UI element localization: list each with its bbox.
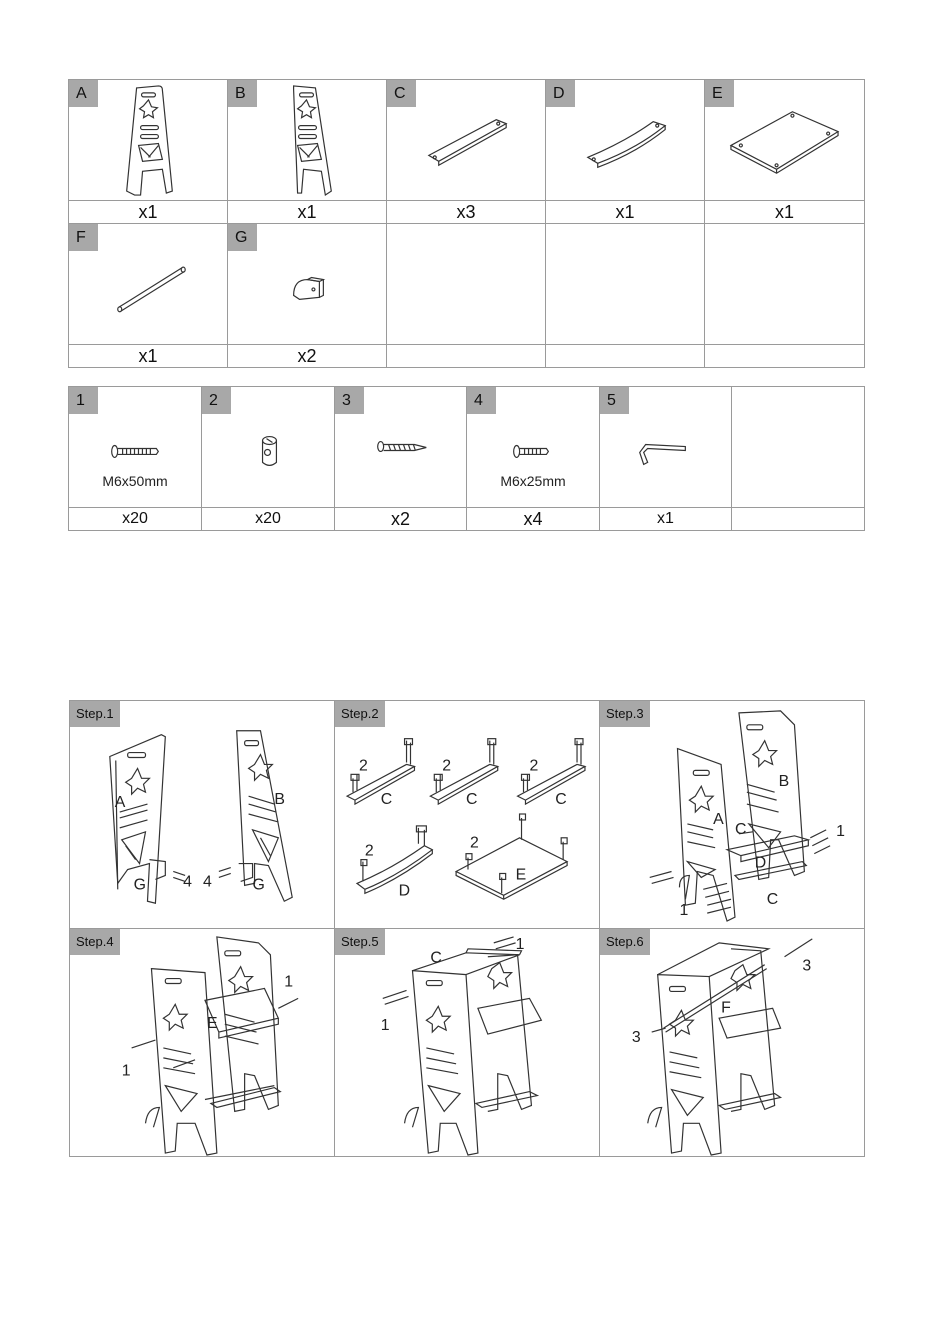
board-c-drawing [735,862,806,880]
part-letter: E [705,80,734,107]
step-label: F [721,999,731,1017]
step-6-panel [599,928,865,1157]
assembly-steps [69,700,865,1157]
part-qty: x1 [69,201,228,224]
hardware-table [68,386,865,531]
parts-table [68,79,865,368]
part-cell-a [69,80,228,201]
hardware-cell-4 [467,387,600,508]
empty-cell [732,508,865,531]
step-label: 1 [284,973,294,991]
step-label: G [252,876,265,894]
step-label: 2 [364,842,374,860]
hardware-cell-5 [600,387,732,508]
part-cell-g [228,224,387,345]
part-cell-b [228,80,387,201]
hardware-qty: x4 [467,508,600,531]
empty-cell [387,224,546,345]
part-cell-f [69,224,228,345]
step-label: 4 [202,873,212,891]
part-qty: x1 [228,201,387,224]
step-label: E [206,1015,218,1033]
hardware-spec: M6x50mm [102,473,168,489]
step-label: 1 [380,1017,390,1035]
step-2-diagram [335,701,599,928]
hardware-number: 3 [335,387,364,414]
part-letter: D [546,80,575,107]
hardware-number: 4 [467,387,496,414]
empty-cell [705,224,865,345]
part-letter: C [387,80,416,107]
step-3-diagram [600,701,864,928]
step-2-panel [334,700,600,929]
step-4-panel [69,928,335,1157]
curved-board-icon [546,80,704,200]
wood-screw-icon [335,387,466,507]
hardware-number: 1 [69,387,98,414]
step-label: 2 [529,757,539,775]
step-label: 2 [469,834,479,852]
step-label: 1 [121,1062,131,1080]
step-3-panel [599,700,865,929]
step-label: G [133,876,146,894]
part-qty: x3 [387,201,546,224]
hardware-number: 2 [202,387,231,414]
step-label: 3 [631,1029,641,1047]
rod-icon [69,224,227,344]
step-label: B [778,773,790,791]
step-label: D [398,882,411,900]
hardware-number: 5 [600,387,629,414]
part-letter: A [69,80,98,107]
part-letter: G [228,224,257,251]
step-label: 1 [515,935,525,953]
part-qty: x1 [546,201,705,224]
board-c-drawing [658,943,769,977]
empty-cell [732,387,865,508]
step-title: Step.5 [335,929,385,955]
step-title: Step.2 [335,701,385,727]
hardware-qty: x1 [600,508,732,531]
barrel-nut-icon [202,387,334,507]
step-title: Step.1 [70,701,120,727]
side-panel-a-icon [69,80,227,200]
step-label: C [555,791,567,809]
step-label: D [754,854,767,872]
allen-key-icon [600,387,731,507]
part-qty: x1 [705,201,865,224]
foot-block-icon [228,224,386,344]
empty-cell [546,224,705,345]
board-d-drawing [727,836,808,862]
part-cell-c [387,80,546,201]
step-label: 1 [836,822,845,840]
part-letter: B [228,80,257,107]
step-1-panel [69,700,335,929]
part-qty: x2 [228,345,387,368]
step-label: E [515,866,527,884]
short-bolt-icon [467,387,599,507]
step-label: 2 [442,757,452,775]
empty-cell [387,345,546,368]
hardware-spec: M6x25mm [500,473,566,489]
step-label: B [274,791,285,809]
part-qty: x1 [69,345,228,368]
step-5-diagram [335,929,599,1156]
step-title: Step.4 [70,929,120,955]
step-label: C [430,949,442,967]
step-title: Step.3 [600,701,650,727]
hardware-cell-3 [335,387,467,508]
step-4-diagram [70,929,334,1156]
step-board-icon [387,80,545,200]
hardware-qty: x2 [335,508,467,531]
hardware-qty: x20 [202,508,335,531]
part-letter: F [69,224,98,251]
step-label: C [466,791,478,809]
step-label: A [713,810,724,828]
step-label: 3 [802,957,812,975]
side-panel-b-icon [228,80,386,200]
hardware-cell-2 [202,387,335,508]
step-1-diagram [70,701,334,928]
step-label: C [766,891,779,909]
step-6-diagram [600,929,864,1156]
step-label: A [114,794,126,812]
step-title: Step.6 [600,929,650,955]
hardware-qty: x20 [69,508,202,531]
platform-board-icon [705,80,864,200]
step-label: 2 [358,757,368,775]
empty-cell [705,345,865,368]
part-cell-e [705,80,865,201]
step-label: C [734,820,747,838]
hardware-cell-1 [69,387,202,508]
foot-block-g-right [239,864,253,882]
step-label: C [380,791,393,809]
long-bolt-icon [69,387,201,507]
empty-cell [546,345,705,368]
step-label: 1 [679,902,689,920]
part-cell-d [546,80,705,201]
step-label: 4 [183,873,192,891]
step-5-panel [334,928,600,1157]
